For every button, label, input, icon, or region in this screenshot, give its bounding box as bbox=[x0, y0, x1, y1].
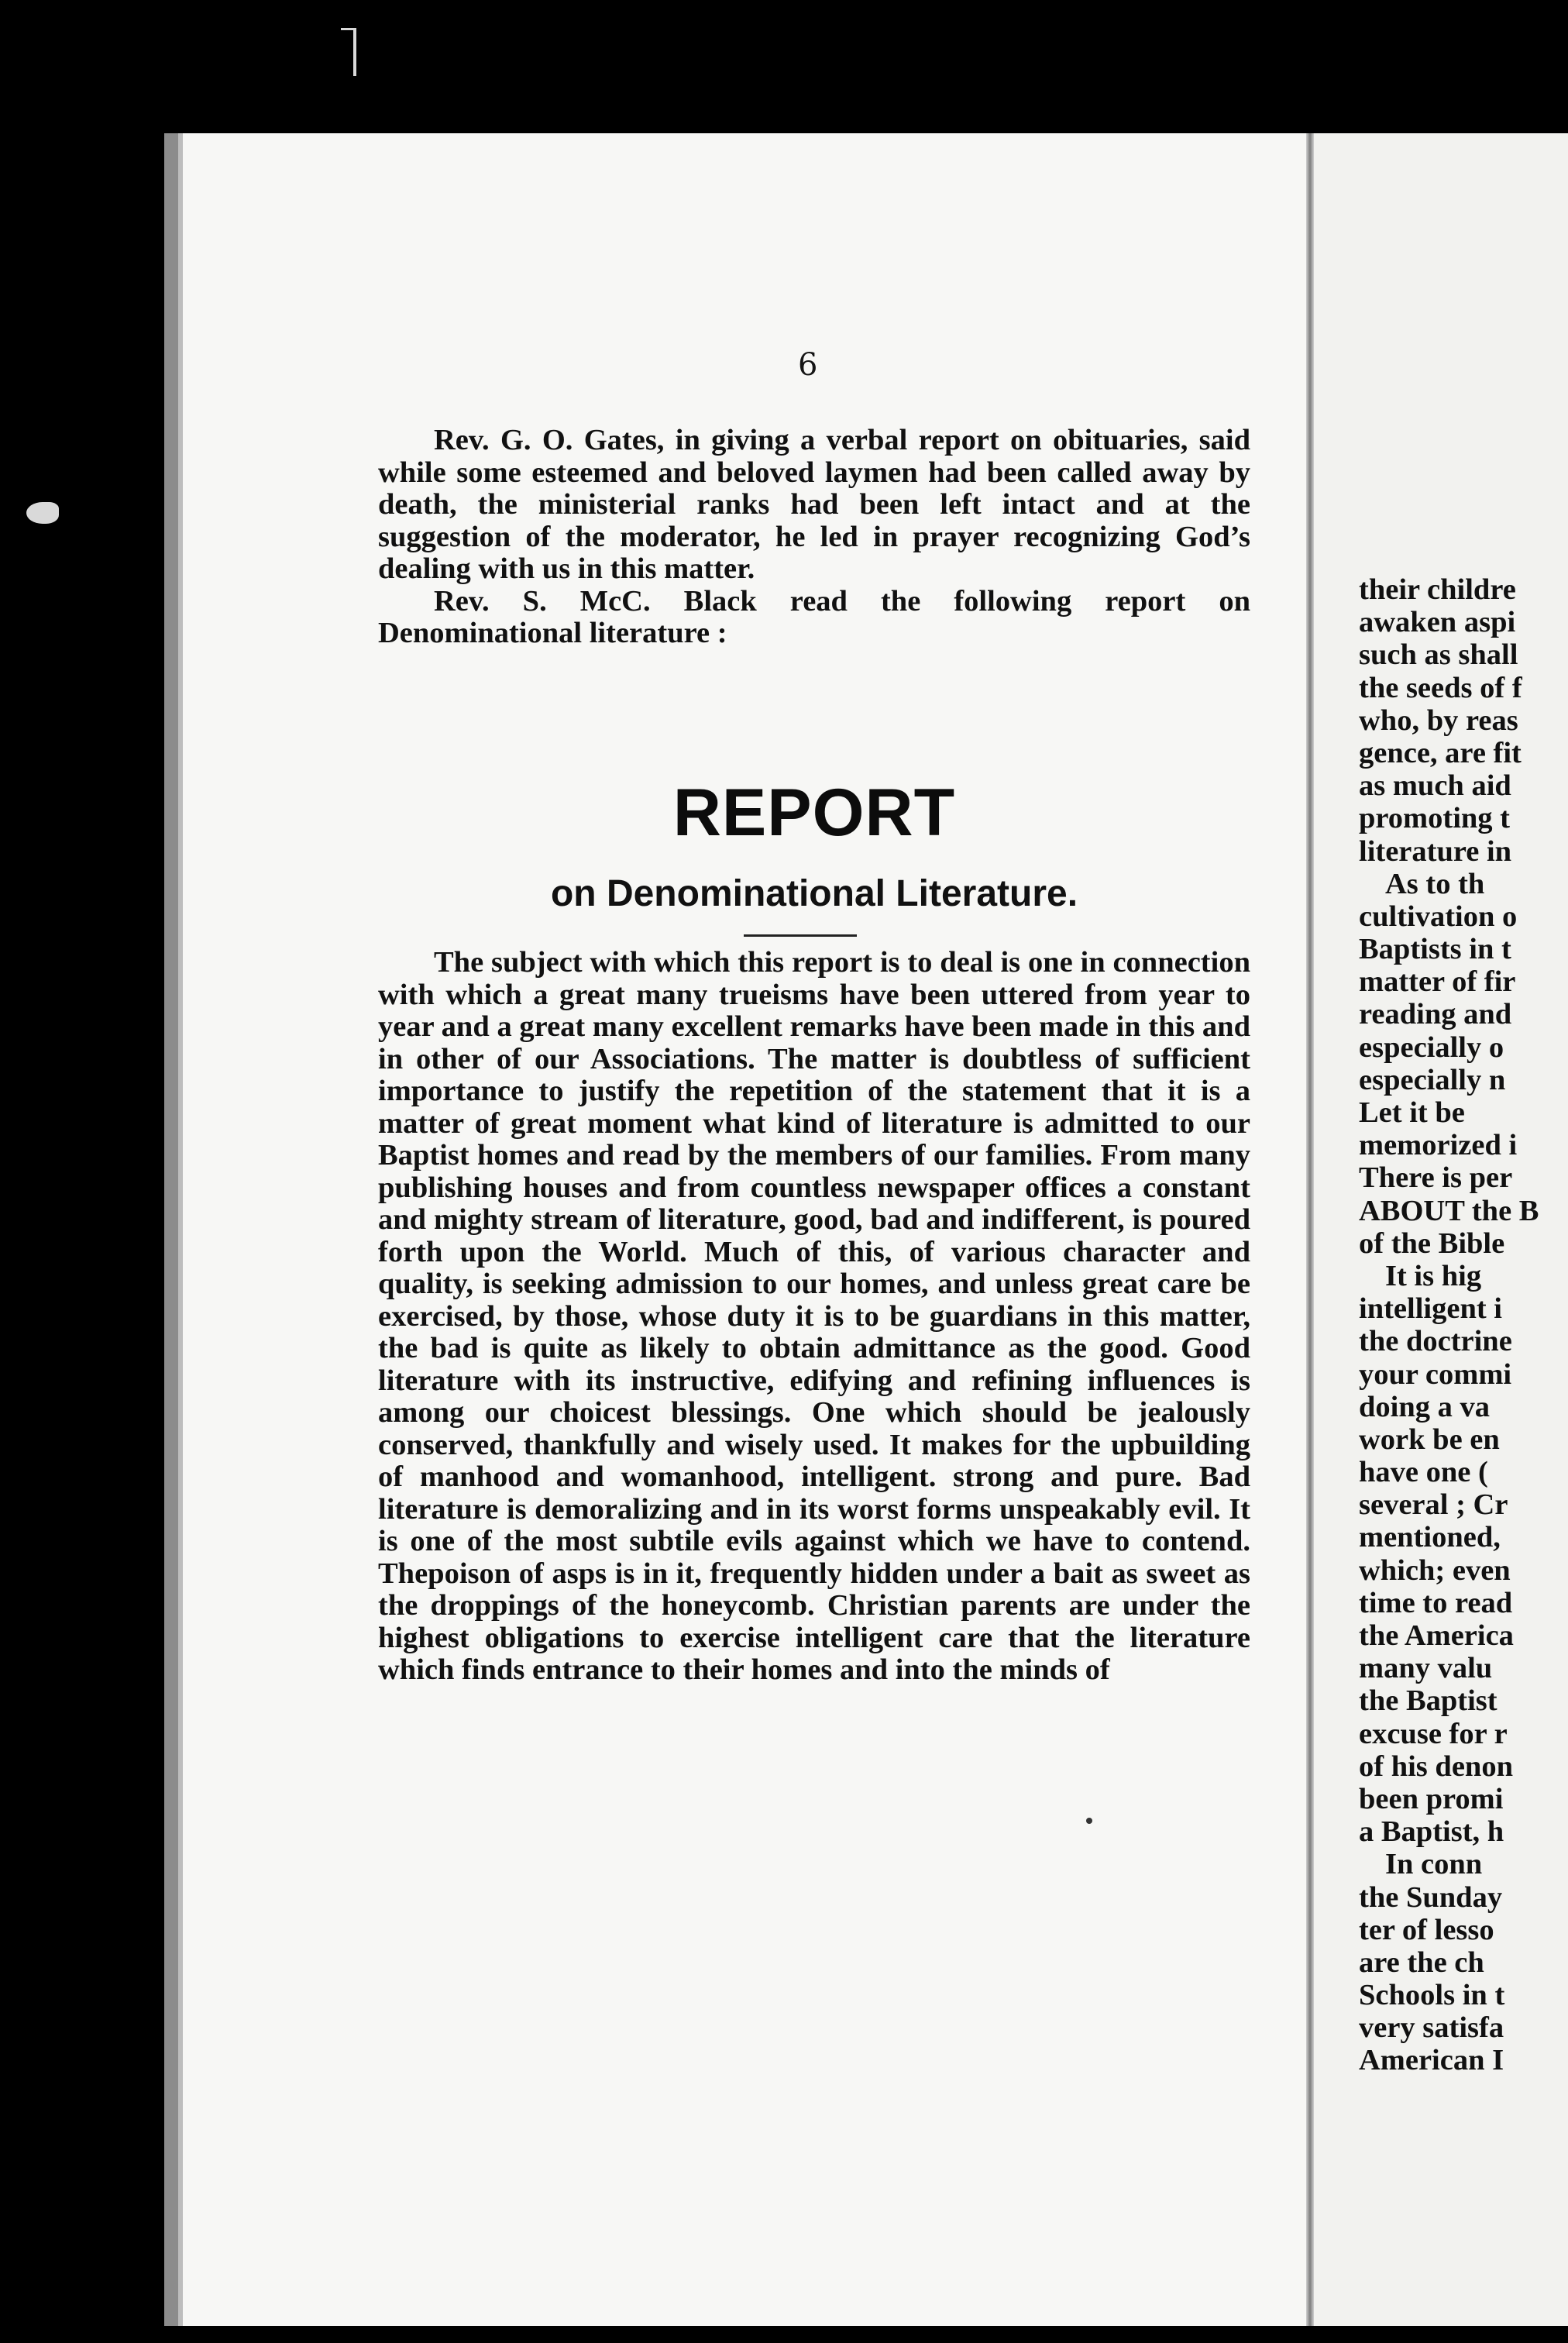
right-page-line: promoting t bbox=[1359, 802, 1511, 835]
right-page-line: American I bbox=[1359, 2044, 1504, 2077]
film-edge-mark bbox=[353, 28, 356, 76]
right-page-line: many valu bbox=[1359, 1652, 1493, 1685]
right-page-line: mentioned, bbox=[1359, 1521, 1501, 1554]
right-page-text-column bbox=[1359, 573, 1539, 2077]
right-page-line: awaken aspi bbox=[1359, 606, 1516, 639]
right-page-line: of the Bible bbox=[1359, 1227, 1505, 1260]
right-page-line: Baptists in t bbox=[1359, 933, 1511, 966]
right-page-line: the doctrine bbox=[1359, 1325, 1512, 1358]
right-page-line: several ; Cr bbox=[1359, 1488, 1508, 1522]
right-page-line: It is hig bbox=[1385, 1259, 1482, 1292]
right-page-line: intelligent i bbox=[1359, 1292, 1502, 1326]
right-page-line: the seeds of f bbox=[1359, 671, 1522, 704]
right-page-line: your commi bbox=[1359, 1357, 1512, 1391]
report-body-paragraph: The subject with which this report is to deal is one in connection with which a great many trueisms have been uttered from year to year and a great many excellent remarks have been made in this and in other of our Associations. The matter is doubtless of sufficient importance to justify the repetition of the statement that it is a matter of great moment what kind of literature is admitted to our Baptist homes and read by the members of our families. From many publishing houses and from countless newspaper offices a constant and mighty stream of literature, good, bad and indifferent, is poured forth upon the World. Much of this, of various character and quality, is seeking admission to our homes, and unless great care be exercised, by those, whose duty it is to be guardians in this matter, the bad is quite as likely to obtain admittance as the good. Good literature with its instructive, edifying and refining influences is among our choicest blessings. One which should be jealously conserved, thankfully and wisely used. It makes for the upbuilding of manhood and womanhood, intelligent. strong and pure. Bad literature is demoralizing and in its worst forms unspeakably evil. It is one of the most subtile evils against which we have to contend. Thepoison of asps is in it, frequently hidden under a bait as sweet as the droppings of the honeycomb. Christian parents are under the highest obligations to exercise intelligent care that the literature which finds entrance to their homes and into the minds of bbox=[378, 946, 1250, 1686]
right-page-line: time to read bbox=[1359, 1586, 1513, 1619]
right-page-line: gence, are fit bbox=[1359, 736, 1522, 769]
right-page-line: As to th bbox=[1385, 867, 1485, 900]
right-page-line: especially o bbox=[1359, 1030, 1504, 1064]
right-page-line: have one ( bbox=[1359, 1456, 1488, 1489]
right-page-line: the America bbox=[1359, 1619, 1514, 1652]
page-gutter bbox=[1306, 133, 1314, 2326]
right-page-line: ABOUT the B bbox=[1359, 1194, 1539, 1227]
right-page-line: cultivation o bbox=[1359, 900, 1518, 933]
right-page-line: are the ch bbox=[1359, 1946, 1484, 1979]
right-page-line: In conn bbox=[1385, 1848, 1483, 1881]
right-page-line: a Baptist, h bbox=[1359, 1815, 1504, 1849]
right-page-line: memorized i bbox=[1359, 1129, 1518, 1162]
report-body bbox=[378, 947, 1250, 1687]
right-page-line: who, by reas bbox=[1359, 704, 1518, 737]
right-page-line: There is per bbox=[1359, 1161, 1513, 1195]
right-page-line: very satisfa bbox=[1359, 2011, 1504, 2045]
right-page-line: doing a va bbox=[1359, 1390, 1491, 1423]
film-edge-mark bbox=[341, 28, 353, 30]
right-page-line: matter of fir bbox=[1359, 965, 1516, 999]
page-number: 6 bbox=[798, 347, 818, 383]
right-page-line: the Baptist bbox=[1359, 1684, 1498, 1718]
literature-intro-paragraph: Rev. S. McC. Black read the following report on Denominational literature : bbox=[378, 584, 1250, 649]
right-page-line: the Sunday bbox=[1359, 1880, 1503, 1914]
right-page-line: of his denon bbox=[1359, 1750, 1513, 1783]
right-page-line: been promi bbox=[1359, 1782, 1504, 1815]
right-page bbox=[1309, 133, 1568, 2326]
intro-text bbox=[378, 425, 1250, 650]
right-page-line: such as shall bbox=[1359, 638, 1518, 672]
right-page-line: Let it be bbox=[1359, 1096, 1465, 1129]
right-page-line: as much aid bbox=[1359, 769, 1511, 803]
title-divider bbox=[744, 934, 857, 937]
right-page-line: Schools in t bbox=[1359, 1979, 1505, 2012]
right-page-line: reading and bbox=[1359, 998, 1512, 1031]
film-edge-mark bbox=[26, 502, 59, 524]
right-page-line: especially n bbox=[1359, 1063, 1506, 1096]
obituaries-paragraph: Rev. G. O. Gates, in giving a verbal report on obituaries, said while some esteemed and beloved laymen had been called away by death, the ministerial ranks had been left intact and at the suggestion of the moderator, he led in prayer recognizing God’s dealing with us in this matter. bbox=[378, 424, 1250, 585]
report-subtitle: on Denominational Literature. bbox=[550, 873, 1078, 914]
report-title: REPORT bbox=[672, 776, 956, 850]
ink-speck bbox=[1086, 1818, 1092, 1824]
right-page-line: which; even bbox=[1359, 1553, 1511, 1587]
right-page-line: work be en bbox=[1359, 1423, 1500, 1456]
right-page-line: their childre bbox=[1359, 573, 1516, 606]
right-page-line: literature in bbox=[1359, 834, 1512, 868]
right-page-line: excuse for r bbox=[1359, 1717, 1508, 1750]
right-page-line: ter of lesso bbox=[1359, 1913, 1494, 1946]
